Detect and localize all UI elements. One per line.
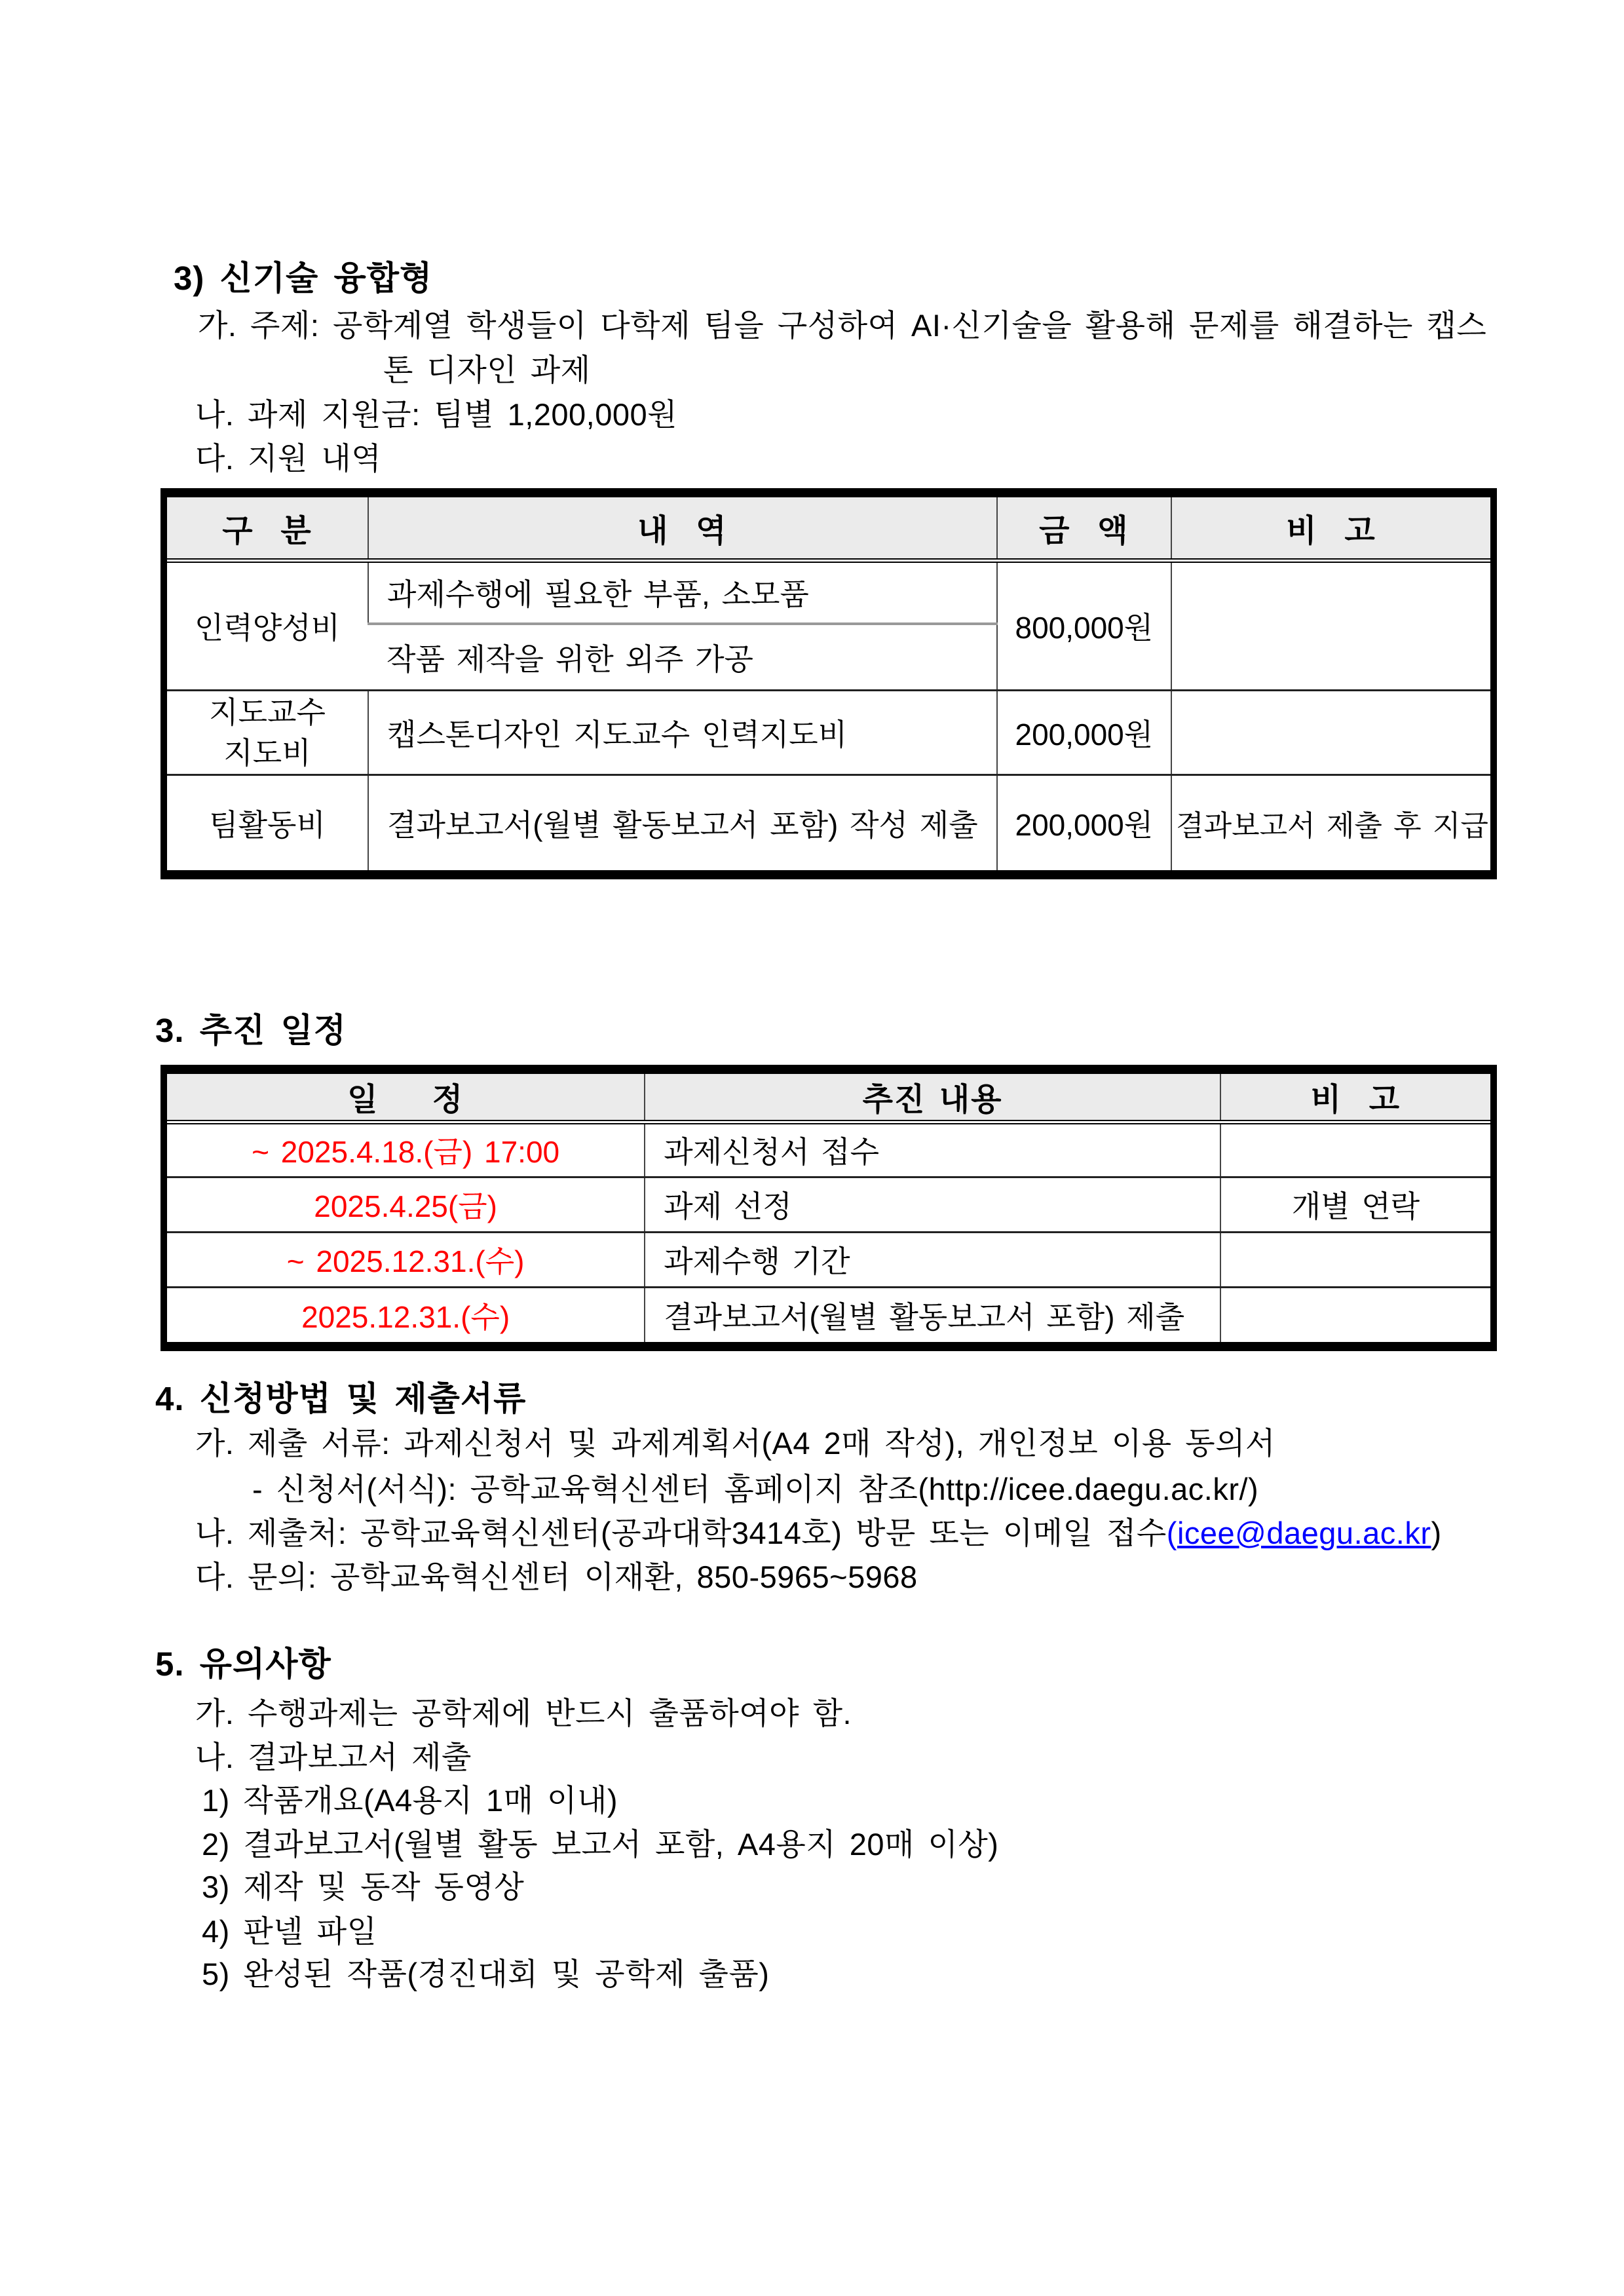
schedule-col-header-note: 비 고 bbox=[1220, 1074, 1490, 1122]
email-open-paren: ( bbox=[1166, 1516, 1177, 1550]
schedule-row3-date: ~ 2025.12.31.(수) bbox=[167, 1232, 645, 1287]
schedule-row2-date: 2025.4.25(금) bbox=[167, 1177, 645, 1232]
notice-list-item-1: 1) 작품개요(A4용지 1매 이내) bbox=[202, 1783, 618, 1818]
schedule-col-header-content: 추진 내용 bbox=[645, 1074, 1220, 1122]
apply-documents-line: 가. 제출 서류: 과제신청서 및 과제계획서(A4 2매 작성), 개인정보 이용 동의서 bbox=[195, 1426, 1275, 1461]
support-cell-category-team: 팀활동비 bbox=[167, 775, 368, 870]
support-col-header-note: 비 고 bbox=[1171, 497, 1490, 560]
category-professor-line2: 지도비 bbox=[223, 735, 311, 770]
newtech-topic-line1: 가. 주제: 공학계열 학생들이 다학제 팀을 구성하여 AI·신기술을 활용해 문제를 해결하는 캡스 bbox=[198, 308, 1487, 343]
apply-submission-line bbox=[195, 1511, 1442, 1556]
apply-form-reference-line: - 신청서(서식): 공학교육혁신센터 홈페이지 참조(http://icee.daegu.ac.kr/) bbox=[252, 1472, 1259, 1506]
notice-list-item-4: 4) 판넬 파일 bbox=[202, 1914, 377, 1949]
apply-submission-text: 나. 제출처: 공학교육혁신센터(공과대학3414호) 방문 또는 이메일 접수 bbox=[195, 1516, 1167, 1550]
apply-contact-line: 다. 문의: 공학교육혁신센터 이재환, 850-5965~5968 bbox=[195, 1559, 918, 1594]
notice-list-item-2: 2) 결과보고서(월별 활동 보고서 포함, A4용지 20매 이상) bbox=[202, 1827, 999, 1862]
support-cell-amount-manpower: 800,000원 bbox=[997, 560, 1172, 690]
schedule-row3-content: 과제수행 기간 bbox=[645, 1232, 1220, 1287]
schedule-row1-date: ~ 2025.4.18.(금) 17:00 bbox=[252, 1135, 560, 1169]
schedule-row4-content: 결과보고서(월별 활동보고서 포함) 제출 bbox=[645, 1287, 1220, 1342]
support-col-header-amount: 금 액 bbox=[997, 497, 1172, 560]
support-cell-detail-team: 결과보고서(월별 활동보고서 포함) 작성 제출 bbox=[368, 775, 997, 870]
section-heading-schedule: 3. 추진 일정 bbox=[155, 1012, 347, 1049]
support-cell-category-professor bbox=[167, 690, 368, 775]
notice-report-line: 나. 결과보고서 제출 bbox=[195, 1740, 472, 1774]
newtech-topic-line2: 톤 디자인 과제 bbox=[383, 353, 591, 387]
support-cell-detail-parts: 과제수행에 필요한 부품, 소모품 bbox=[368, 560, 997, 624]
schedule-row1-note bbox=[1220, 1122, 1490, 1177]
newtech-support-line: 다. 지원 내역 bbox=[195, 441, 382, 476]
schedule-row2-note: 개별 연락 bbox=[1220, 1177, 1490, 1232]
schedule-row4-date: 2025.12.31.(수) bbox=[167, 1287, 645, 1342]
newtech-fund-line: 나. 과제 지원금: 팀별 1,200,000원 bbox=[195, 397, 678, 432]
schedule-row2-content: 과제 선정 bbox=[645, 1177, 1220, 1232]
notice-list-item-3: 3) 제작 및 동작 동영상 bbox=[202, 1869, 525, 1904]
schedule-row1-content: 과제신청서 접수 bbox=[645, 1122, 1220, 1177]
category-professor-line1: 지도교수 bbox=[209, 695, 326, 729]
subsection-heading-newtech: 3) 신기술 융합형 bbox=[174, 259, 433, 297]
schedule-table bbox=[161, 1065, 1497, 1351]
support-cell-amount-professor: 200,000원 bbox=[997, 690, 1172, 775]
support-cell-detail-outsourcing: 작품 제작을 위한 외주 가공 bbox=[368, 624, 997, 690]
support-col-header-category: 구 분 bbox=[167, 497, 368, 560]
support-cell-note-team: 결과보고서 제출 후 지급 bbox=[1171, 775, 1490, 870]
schedule-row3-note bbox=[1220, 1232, 1490, 1287]
support-cell-note-manpower bbox=[1171, 560, 1490, 690]
notice-exhibit-line: 가. 수행과제는 공학제에 반드시 출품하여야 함. bbox=[195, 1696, 852, 1731]
support-cell-amount-team: 200,000원 bbox=[997, 775, 1172, 870]
section-heading-notice: 5. 유의사항 bbox=[155, 1645, 331, 1683]
support-col-header-detail: 내 역 bbox=[368, 497, 997, 560]
schedule-col-header-date: 일 정 bbox=[167, 1074, 645, 1122]
email-close-paren: ) bbox=[1431, 1516, 1442, 1550]
notice-list-item-5: 5) 완성된 작품(경진대회 및 공학제 출품) bbox=[202, 1957, 770, 1991]
support-cell-note-professor bbox=[1171, 690, 1490, 775]
email-link[interactable]: icee@daegu.ac.kr bbox=[1177, 1516, 1431, 1550]
support-cell-detail-professor: 캡스톤디자인 지도교수 인력지도비 bbox=[368, 690, 997, 775]
support-cell-category-manpower: 인력양성비 bbox=[194, 611, 341, 645]
schedule-row4-note bbox=[1220, 1287, 1490, 1342]
section-heading-apply: 4. 신청방법 및 제출서류 bbox=[155, 1380, 527, 1417]
support-detail-table bbox=[161, 488, 1497, 879]
